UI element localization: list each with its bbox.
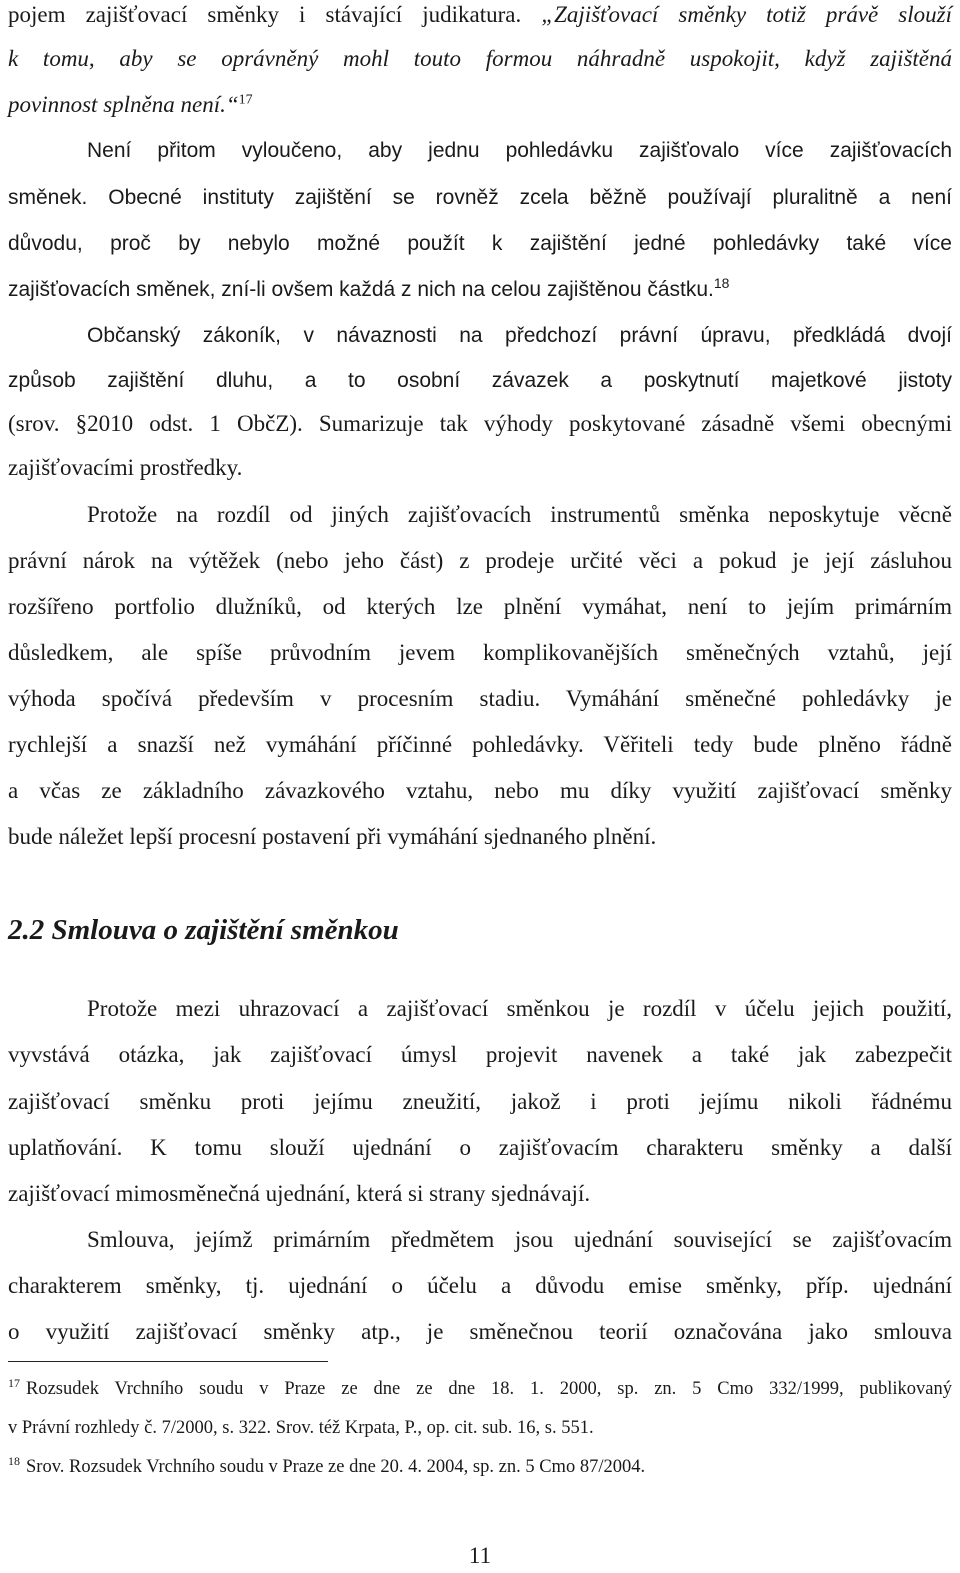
footnote-18-line-1 [8, 1454, 952, 1480]
paragraph-2-line-2: směnek. Obecné instituty zajištění se rovněž zcela běžně používají pluralitně a není [8, 186, 952, 209]
paragraph-5-line-5: zajišťovací mimosměnečná ujednání, která si strany sjednávají. [8, 1181, 591, 1206]
paragraph-4-line-7: a včas ze základního závazkového vztahu, nebo mu díky využití zajišťovací směnky [8, 778, 952, 803]
paragraph-4-line-5: výhoda spočívá především v procesním stadiu. Vymáhání směnečné pohledávky je [8, 686, 952, 711]
footnote-17-line-1 [8, 1376, 952, 1402]
paragraph-2-line-3: důvodu, proč by nebylo možné použít k zajištění jedné pohledávky také více [8, 232, 952, 255]
paragraph-1-line-3-quote: povinnost splněna není.“ [8, 92, 239, 117]
paragraph-6-line-2: charakterem směnky, tj. ujednání o účelu a důvodu emise směnky, příp. ujednání [8, 1273, 952, 1298]
paragraph-5-line-4: uplatňování. K tomu slouží ujednání o zajišťovacím charakteru směnky a další [8, 1135, 952, 1160]
paragraph-4-line-3: rozšířeno portfolio dlužníků, od kterých lze plnění vymáhat, není to jejím primárním [8, 594, 952, 619]
paragraph-5-line-1: Protože mezi uhrazovací a zajišťovací směnkou je rozdíl v účelu jejich použití, [87, 996, 952, 1021]
paragraph-2-line-4-text: zajišťovacích směnek, zní-li ovšem každá z nich na celou zajištěnou částku. [8, 278, 714, 301]
paragraph-1-line-2: k tomu, aby se oprávněný mohl touto formou náhradně uspokojit, když zajištěná [8, 46, 952, 71]
footnote-17-number: 17 [8, 1375, 20, 1390]
footnote-17-text: Rozsudek Vrchního soudu v Praze ze dne ze dne 18. 1. 2000, sp. zn. 5 Cmo 332/1999, publikovaný [26, 1379, 952, 1399]
paragraph-3-line-3: (srov. §2010 odst. 1 ObčZ). Sumarizuje tak výhody poskytované zásadně všemi obecnými [8, 411, 952, 436]
footnote-18-text: Srov. Rozsudek Vrchního soudu v Praze ze dne 20. 4. 2004, sp. zn. 5 Cmo 87/2004. [26, 1457, 646, 1477]
footnote-18-number: 18 [8, 1453, 20, 1468]
footnote-ref-18[interactable]: 18 [713, 275, 730, 291]
paragraph-4-line-8: bude náležet lepší procesní postavení při vymáhání sjednaného plnění. [8, 824, 657, 849]
paragraph-5-line-2: vyvstává otázka, jak zajišťovací úmysl projevit navenek a také jak zabezpečit [8, 1042, 952, 1067]
paragraph-5-line-3: zajišťovací směnku proti jejímu zneužití, jakož i proti jejímu nikoli řádnému [8, 1089, 952, 1114]
paragraph-1-line-3 [8, 90, 952, 120]
page-number: 11 [468, 1543, 492, 1568]
paragraph-4-line-2: právní nárok na výtěžek (nebo jeho část) z prodeje určité věci a pokud je její zásluhou [8, 548, 952, 573]
paragraph-1-line-1-quote: „Zajišťovací směnky totiž právě slouží [541, 2, 952, 27]
paragraph-3-line-2: způsob zajištění dluhu, a to osobní závazek a poskytnutí majetkové jistoty [8, 369, 952, 392]
paragraph-6-line-1: Smlouva, jejímž primárním předmětem jsou ujednání související se zajišťovacím [87, 1227, 952, 1252]
paragraph-4-line-6: rychlejší a snazší než vymáhání příčinné pohledávky. Věřiteli tedy bude plněno řádně [8, 732, 952, 757]
paragraph-3-line-1: Občanský zákoník, v návaznosti na předchozí právní úpravu, předkládá dvojí [87, 324, 952, 347]
paragraph-2-line-4 [8, 275, 952, 305]
footnote-ref-17[interactable]: 17 [238, 92, 253, 108]
paragraph-6-line-3: o využití zajišťovací směnky atp., je směnečnou teorií označována jako smlouva [8, 1319, 952, 1344]
footnote-17-line-2: v Právní rozhledy č. 7/2000, s. 322. Srov. též Krpata, P., op. cit. sub. 16, s. 551. [8, 1418, 594, 1438]
paragraph-4-line-1: Protože na rozdíl od jiných zajišťovacích instrumentů směnka neposkytuje věcně [87, 502, 952, 527]
paragraph-2-line-1: Není přitom vyloučeno, aby jednu pohledávku zajišťovalo více zajišťovacích [87, 139, 952, 162]
paragraph-1-line-1 [8, 0, 952, 30]
paragraph-4-line-4: důsledkem, ale spíše průvodním jevem komplikovanějších směnečných vztahů, její [8, 640, 952, 665]
paragraph-3-line-4: zajišťovacími prostředky. [8, 455, 243, 480]
section-heading: 2.2 Smlouva o zajištění směnkou [8, 914, 399, 946]
footnote-divider [8, 1361, 328, 1362]
paragraph-1-line-1-plain: pojem zajišťovací směnky i stávající judikatura. [8, 2, 542, 27]
